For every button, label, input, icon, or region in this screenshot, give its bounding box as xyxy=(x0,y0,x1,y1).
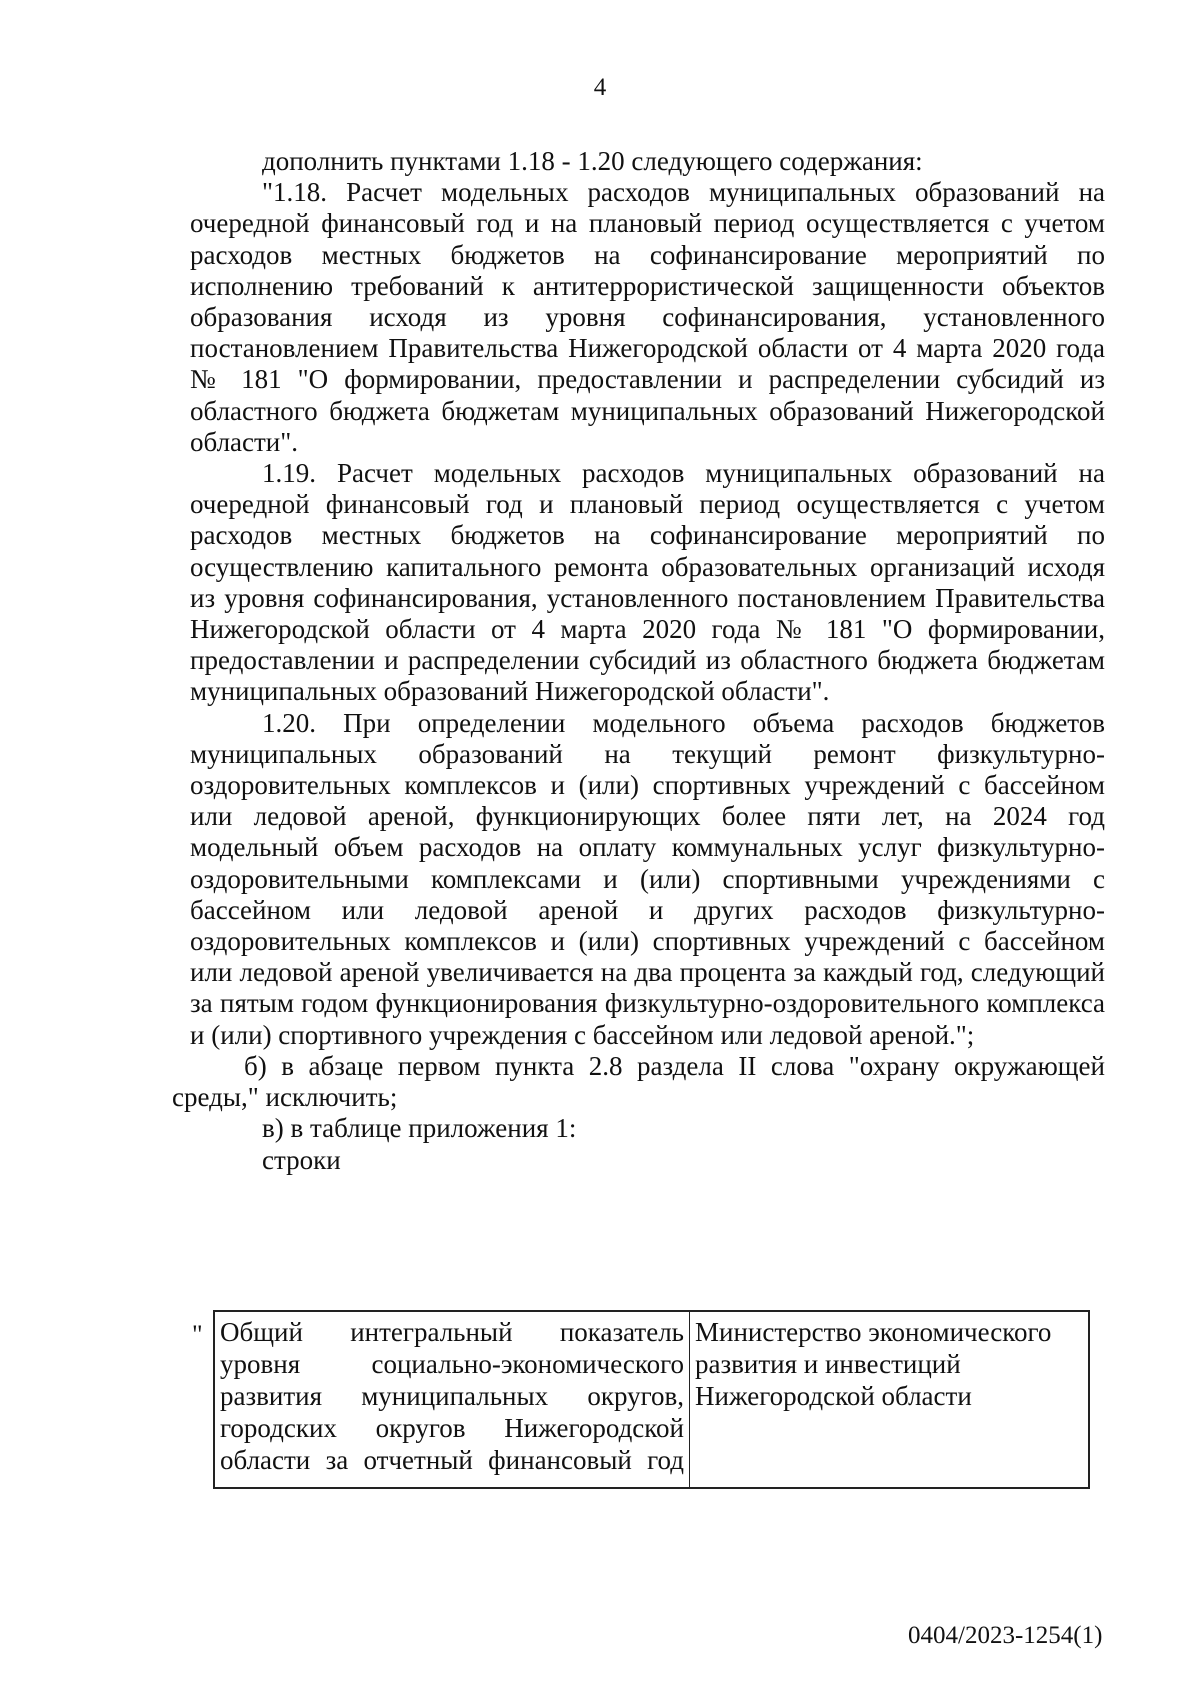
paragraph-b: б) в абзаце первом пункта 2.8 раздела II слова "охрану окружающей среды," исключить; xyxy=(172,1050,1105,1113)
page-number: 4 xyxy=(593,74,607,101)
paragraph-1-19: 1.19. Расчет модельных расходов муниципальных образований на очередной финансовый год и плановый период осуществляется с учетом расходов местных бюджетов на софинансирование мероприятий по осуществлению капитального ремонта образовательных организаций исходя из уровня софинансирования, установленного постановлением Правительства Нижегородской области от 4 марта 2020 года № 181 "О формировании, предоставлении и распределении субсидий из областного бюджета бюджетам муниципальных образований Нижегородской области". xyxy=(190,458,1105,707)
paragraph-rows: строки xyxy=(262,1144,341,1175)
table-cell-ministry: Министерство экономического развития и инвестиций Нижегородской области xyxy=(695,1317,1052,1411)
intro-paragraph: дополнить пунктами 1.18 - 1.20 следующего содержания: xyxy=(262,146,923,176)
table-cell-indicator: Общий интегральный показатель уровня социально-экономического развития муниципальных округов, городских округов Нижегородской области за отчетный финансовый год xyxy=(215,1312,690,1487)
paragraph-v: в) в таблице приложения 1: xyxy=(262,1113,577,1144)
paragraph-1-18: "1.18. Расчет модельных расходов муниципальных образований на очередной финансовый год и на плановый период осуществляется с учетом расходов местных бюджетов на софинансирование мероприятий по исполнению требований к антитеррористической защищенности объектов образования исходя из уровня софинансирования, установленного постановлением Правительства Нижегородской области от 4 марта 2020 года № 181 "О формировании, предоставлении и распределении субсидий из областного бюджета бюджетам муниципальных образований Нижегородской области". xyxy=(190,177,1105,457)
paragraph-1-20: 1.20. При определении модельного объема расходов бюджетов муниципальных образований на текущий ремонт физкультурно-оздоровительных комплексов и (или) спортивных учреждений с бассейном или ледовой ареной, функционирующих более пяти лет, на 2024 год модельный объем расходов на оплату коммунальных услуг физкультурно-оздоровительными комплексами и (или) спортивными учреждениями с бассейном или ледовой ареной и других расходов физкультурно-оздоровительных комплексов и (или) спортивных учреждений с бассейном или ледовой ареной увеличивается на два процента за каждый год, следующий за пятым годом функционирования физкультурно-оздоровительного комплекса и (или) спортивного учреждения с бассейном или ледовой ареной."; xyxy=(190,707,1105,1050)
table-open-quote: " xyxy=(192,1320,203,1349)
document-body xyxy=(172,146,1105,1176)
appendix-table xyxy=(213,1310,1090,1489)
document-code: 0404/2023-1254(1) xyxy=(908,1622,1103,1649)
